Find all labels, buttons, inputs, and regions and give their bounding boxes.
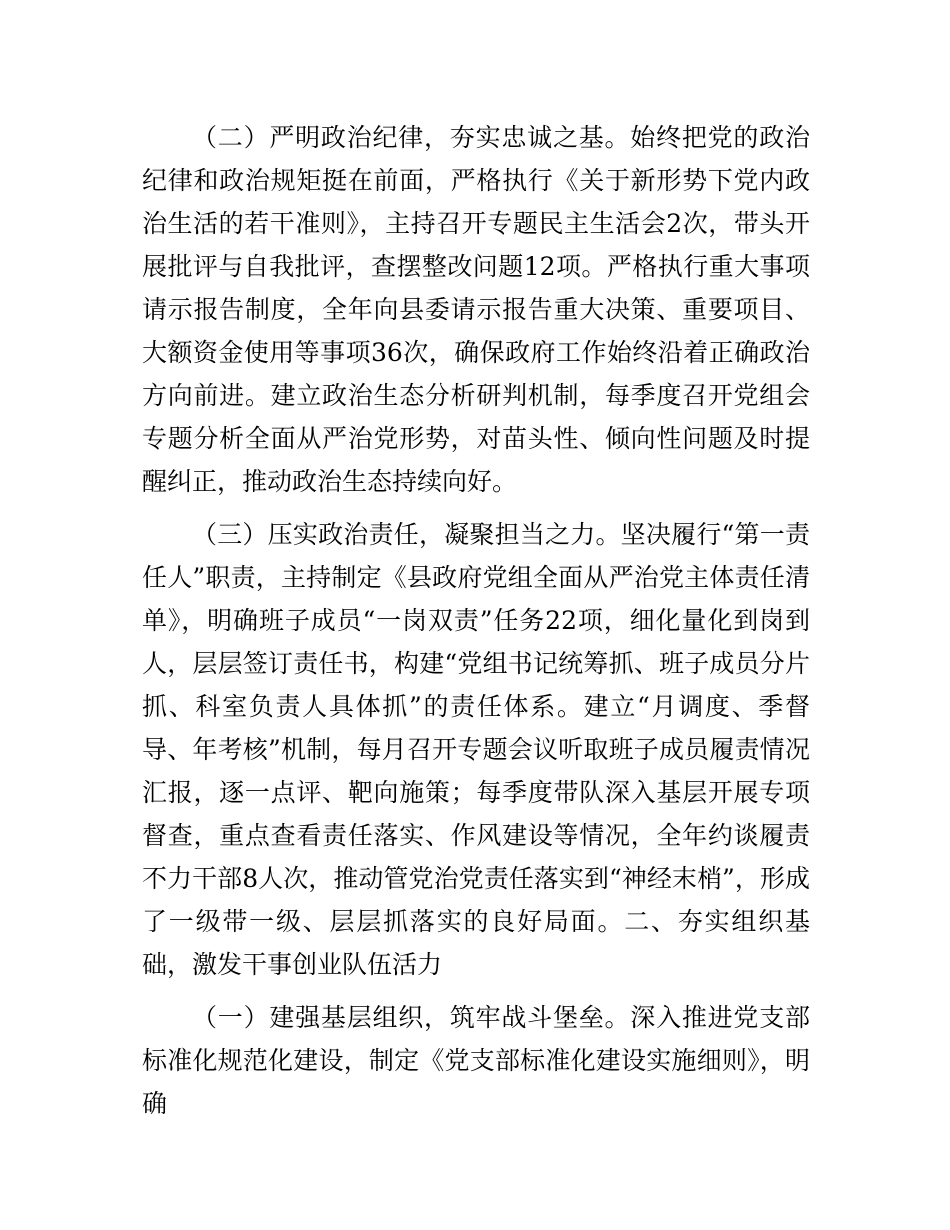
paragraph-grassroots-organization: （一）建强基层组织，筑牢战斗堡垒。深入推进党支部标准化规范化建设，制定《党支部标准化建设实施细则》，明确 (142, 1003, 810, 1118)
paragraph-political-discipline: （二）严明政治纪律，夯实忠诚之基。始终把党的政治纪律和政治规矩挺在前面，严格执行《关于新形势下党内政治生活的若干准则》，主持召开专题民主生活会2次，带头开展批评与自我批评，查摆整改问题12项。严格执行重大事项请示报告制度，全年向县委请示报告重大决策、重要项目、大额资金使用等事项36次，确保政府工作始终沿着正确政治方向前进。建立政治生态分析研判机制，每季度召开党组会专题分析全面从严治党形势，对苗头性、倾向性问题及时提醒纠正，推动政治生态持续向好。 (142, 123, 810, 496)
document-body (142, 116, 810, 1135)
paragraph-political-responsibility: （三）压实政治责任，凝聚担当之力。坚决履行“第一责任人”职责，主持制定《县政府党组全面从严治党主体责任清单》，明确班子成员“一岗双责”任务22项，细化量化到岗到人，层层签订责任书，构建“党组书记统筹抓、班子成员分片抓、科室负责人具体抓”的责任体系。建立“月调度、季督导、年考核”机制，每月召开专题会议听取班子成员履责情况汇报，逐一点评、靶向施策；每季度带队深入基层开展专项督查，重点查看责任落实、作风建设等情况，全年约谈履责不力干部8人次，推动管党治党责任落实到“神经末梢”，形成了一级带一级、层层抓落实的良好局面。二、夯实组织基础，激发干事创业队伍活力 (142, 520, 810, 979)
